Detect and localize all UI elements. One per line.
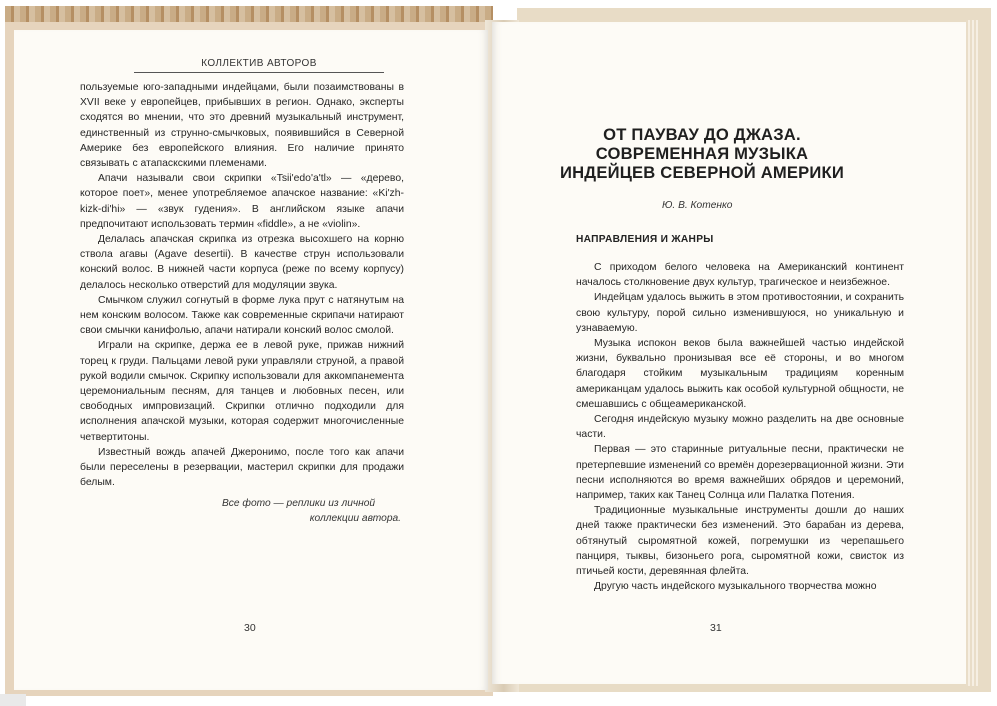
paragraph: Делалась апачская скрипка из отрезка высохшего на корню ствола агавы (Agave desertii). В качестве струн использовали конский волос. В нижней части корпуса (реже по всему корпусу) делалось несколько отверстий для модуляции звука. (80, 234, 404, 291)
paragraph: Музыка испокон веков была важнейшей частью индейской жизни, буквально пронизывая все её стороны, и во многом благодаря стойким музыкальным традициям коренным американцам удалось выжить как особой культурной общности, не смешавшись с общеамериканской. (576, 338, 904, 410)
paragraph: Известный вождь апачей Джеронимо, после того как апачи были переселены в резервации, мастерил скрипки для продажи белым. (80, 446, 404, 489)
running-head: КОЛЛЕКТИВ АВТОРОВ (134, 58, 384, 73)
left-page-text (80, 80, 404, 490)
chapter-title-line: ИНДЕЙЦЕВ СЕВЕРНОЙ АМЕРИКИ (559, 163, 845, 182)
corner-mark (0, 694, 26, 706)
chapter-author: Ю. В. Котенко (662, 200, 733, 211)
paragraph: Индейцам удалось выжить в этом противостоянии, и сохранить свою культуру, порой сильно изменившуюся, но уникальную и узнаваемую. (576, 292, 904, 334)
page-number: 31 (710, 622, 722, 634)
left-page (14, 30, 488, 690)
paragraph: Апачи называли свои скрипки «Tsii'edo'a'tl» — «дерево, которое поет», менее употребляемое апачское название: «Ki'zh-kizk-di'hi» — «звук гудения». В английском языке апачи предпочитают использовать термин «fiddle», а не «violin». (80, 173, 404, 230)
photo-caption (210, 496, 405, 526)
paragraph: С приходом белого человека на Американский континент началось столкновение двух культур, трагическое и неизбежное. (576, 262, 904, 289)
cover-ornament (5, 6, 493, 22)
paragraph: Играли на скрипке, держа ее в левой руке, прижав нижний торец к груди. Пальцами левой руки управляли струной, а правой рукой водили смычок. Скрипку использовали для аккомпанемента церемониальным песням, для танцев и любовных песен, или свободных импровизаций. Скрипки отлично подходили для исполнения апачской музыки, которая содержит многочисленные четвертитоны. (80, 340, 404, 443)
paragraph: Другую часть индейского музыкального творчества можно (594, 581, 877, 593)
right-page (492, 22, 970, 684)
paragraph: Смычком служил согнутый в форме лука прут с натянутым на нем конским волосом. Также как современные скрипачи натирают свои смычки канифолью, апачи натирали конский волос смолой. (80, 294, 404, 337)
page-number: 30 (244, 622, 256, 634)
paragraph: пользуемые юго-западными индейцами, были позаимствованы в XVII веке у европейцев, прибывших в регион. Однако, эксперты сходятся во мнении, что это древний музыкальный инструмент, единственный из струнно-смычковых, появившийся в Северной Америке без европейского влияния. Его наличие принято связывать с атапаскскими племенами. (80, 82, 404, 170)
paragraph: Первая — это старинные ритуальные песни, практически не претерпевшие изменений со времён дорезервационной жизни. Эти песни исполняются во время важнейших обрядов и церемоний, например, таких как Танец Солнца или Палатка Потения. (576, 444, 904, 502)
right-page-text (576, 260, 904, 594)
chapter-title (552, 125, 852, 182)
section-heading: НАПРАВЛЕНИЯ И ЖАНРЫ (576, 234, 714, 245)
caption-line: Все фото — реплики из личной (222, 498, 376, 509)
chapter-title-line: СОВРЕМЕННАЯ МУЗЫКА (595, 144, 809, 163)
page-edges (966, 20, 978, 686)
chapter-title-line: ОТ ПАУВАУ ДО ДЖАЗА. (603, 125, 801, 144)
paragraph: Традиционные музыкальные инструменты дошли до наших дней также практически без изменений. Это барабан из дерева, обтянутый сыромятной кожей, погремушки из черепашьего панциря, тыквы, бизоньего рога, сыромятной кожи, свисток из птичьей кости, деревянная флейта. (576, 505, 904, 578)
paragraph: Сегодня индейскую музыку можно разделить на две основные части. (576, 414, 904, 441)
caption-line: коллекции автора. (309, 513, 401, 524)
